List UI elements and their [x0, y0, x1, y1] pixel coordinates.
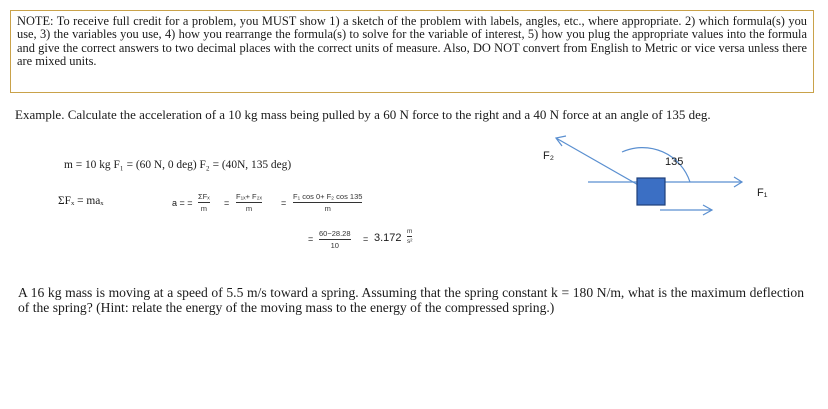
label-f2: F₂ [543, 150, 554, 162]
unit-numerator: m [407, 228, 413, 235]
fraction-numerator: F₁ₓ+ F₂ₓ [236, 192, 262, 201]
example-text: Example. Calculate the acceleration of a 10 kg mass being pulled by a 60 N force to the right and a 40 N force at an angle of 135 deg. [15, 107, 711, 122]
fraction-denominator: m [245, 204, 253, 213]
given-values: m = 10 kg F₁ = (60 N, 0 deg) F₂ = (40N, 135 deg) [64, 159, 292, 171]
newton-second-law: ΣFₓ = maₓ [58, 195, 104, 207]
label-angle: 135 [665, 156, 684, 168]
fraction-numerator: ΣFₓ [198, 192, 210, 201]
fraction-denominator: m [324, 204, 331, 213]
acceleration-lhs: a = = [172, 198, 193, 208]
fraction-numerator: F₁ cos 0+ F₂ cos 135 [293, 192, 363, 201]
note-text: NOTE: To receive full credit for a problem, you MUST show 1) a sketch of the problem with labels, angles, etc., where appropriate. 2) which formula(s) you use, 3) the variables you use, 4) how you rearrange the formula(s) to solve for the variable of interest, 5) how you plug the appropriate values into the formula and give the correct answers to two decimal places with the correct units of measure. Also, DO NOT convert from English to Metric or vice versa unless there are mixed units. [17, 14, 807, 69]
fraction-denominator: m [200, 204, 207, 213]
f2-vector [556, 138, 640, 186]
fraction-denominator: 10 [330, 241, 339, 250]
label-f1: F₁ [757, 187, 768, 199]
equals-sign: = [363, 234, 369, 244]
equals-sign: = [281, 198, 287, 208]
fraction-numerator: 60−28.28 [319, 229, 351, 238]
unit-denominator: s² [407, 238, 413, 245]
equals-sign: = [224, 198, 230, 208]
mass-box [637, 178, 665, 205]
result-value: 3.172 [374, 232, 402, 244]
equals-sign: = [308, 234, 314, 244]
question-text: A 16 kg mass is moving at a speed of 5.5 m/s toward a spring. Assuming that the spring constant k = 180 N/m, what is the maximum deflection of the spring? (Hint: relate the energy of the moving mass to the energy of the compressed spring.) [18, 285, 804, 315]
